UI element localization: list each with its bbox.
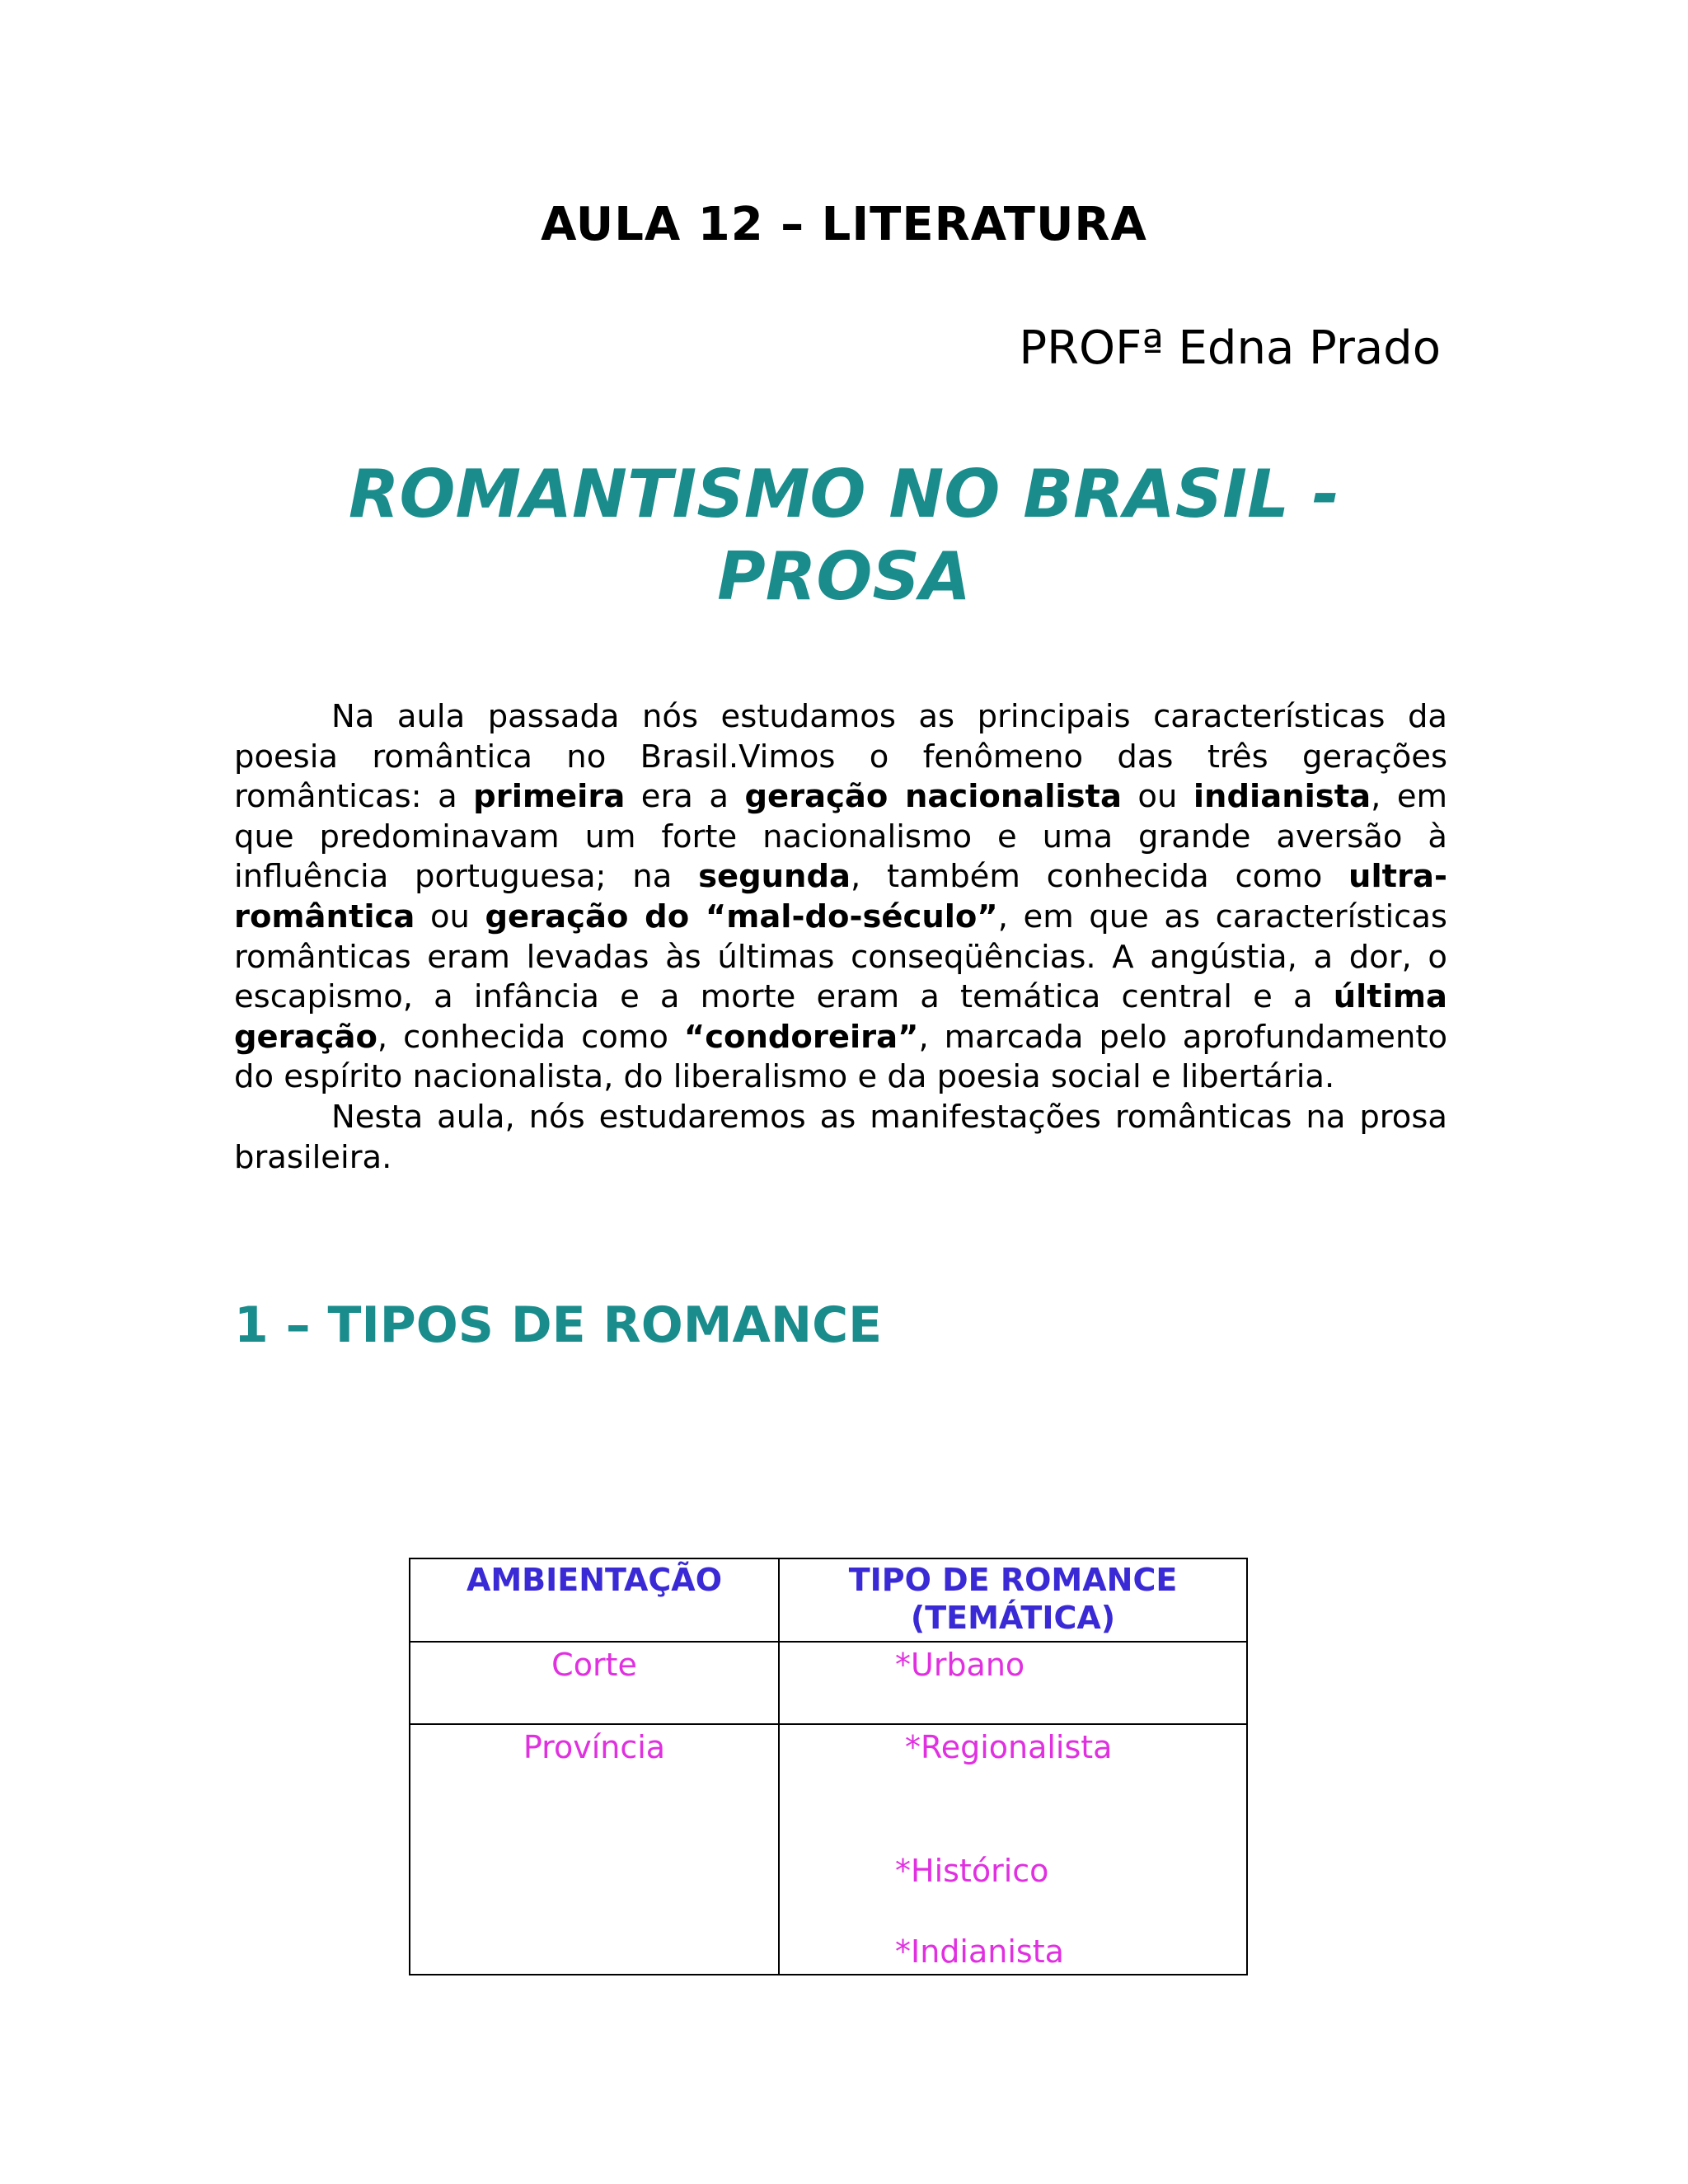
teacher-name: PROFª Edna Prado bbox=[1019, 321, 1441, 375]
romance-types-table bbox=[409, 1558, 1248, 1975]
romance-type: *Indianista bbox=[895, 1933, 1064, 1970]
table-row bbox=[410, 1642, 1247, 1724]
section-heading: 1 – TIPOS DE ROMANCE bbox=[234, 1296, 883, 1354]
intro-text bbox=[234, 697, 1447, 1178]
text-run: ou bbox=[415, 898, 485, 935]
table-cell-types bbox=[779, 1724, 1247, 1975]
bold-term: segunda bbox=[698, 858, 851, 896]
text-run: , em que as características românticas eram levadas às últimas conseqüências. A angústia, a dor, o escapismo, a infância e a morte eram a temática central e a bbox=[234, 898, 1447, 1016]
text-run: , conhecida como bbox=[377, 1018, 684, 1056]
spacer bbox=[780, 1766, 1246, 1852]
intro-paragraph-2: Nesta aula, nós estudaremos as manifestações românticas na prosa brasileira. bbox=[234, 1098, 1447, 1176]
bold-term: “condoreira” bbox=[683, 1018, 919, 1056]
bold-term: geração nacionalista bbox=[744, 778, 1122, 816]
main-title bbox=[0, 453, 1688, 618]
table-header-cell: TIPO DE ROMANCE (TEMÁTICA) bbox=[779, 1558, 1247, 1642]
text-run: ou bbox=[1121, 778, 1193, 816]
text-run: , também conhecida como bbox=[851, 858, 1349, 896]
spacer bbox=[780, 1890, 1246, 1933]
text-run: , marcada pelo aprofundamento do espírito nacionalista, do liberalismo e da poesia social e libertária. bbox=[234, 1018, 1447, 1096]
table-row bbox=[410, 1724, 1247, 1975]
table-cell-setting: Corte bbox=[410, 1642, 779, 1724]
main-title-line-1: ROMANTISMO NO BRASIL - bbox=[348, 456, 1340, 532]
bold-term: indianista bbox=[1193, 778, 1372, 816]
text-run: era a bbox=[625, 778, 745, 816]
main-title-line-2: PROSA bbox=[717, 538, 971, 615]
lesson-title: AULA 12 – LITERATURA bbox=[541, 198, 1147, 251]
table-cell-setting: Província bbox=[410, 1724, 779, 1975]
table-header-cell: AMBIENTAÇÃO bbox=[410, 1558, 779, 1642]
romance-type: *Histórico bbox=[895, 1853, 1049, 1889]
table-cell-types bbox=[779, 1642, 1247, 1724]
bold-term: última geração bbox=[234, 978, 1447, 1056]
bold-term: ultra-romântica bbox=[234, 858, 1447, 935]
romance-type: *Urbano bbox=[895, 1647, 1025, 1683]
intro-paragraph-1 bbox=[234, 697, 1447, 1098]
table-header-row bbox=[410, 1558, 1247, 1642]
text-run: , em que predominavam um forte nacionalismo e uma grande aversão à influência portuguesa; na bbox=[234, 778, 1448, 896]
bold-term: geração do “mal-do-século” bbox=[485, 898, 998, 935]
bold-term: primeira bbox=[473, 778, 626, 816]
text-run: Na aula passada nós estudamos as principais características da poesia romântica no Brasil.Vimos o fenômeno das três gerações românticas: a bbox=[234, 698, 1447, 816]
romance-type: *Regionalista bbox=[905, 1729, 1113, 1765]
